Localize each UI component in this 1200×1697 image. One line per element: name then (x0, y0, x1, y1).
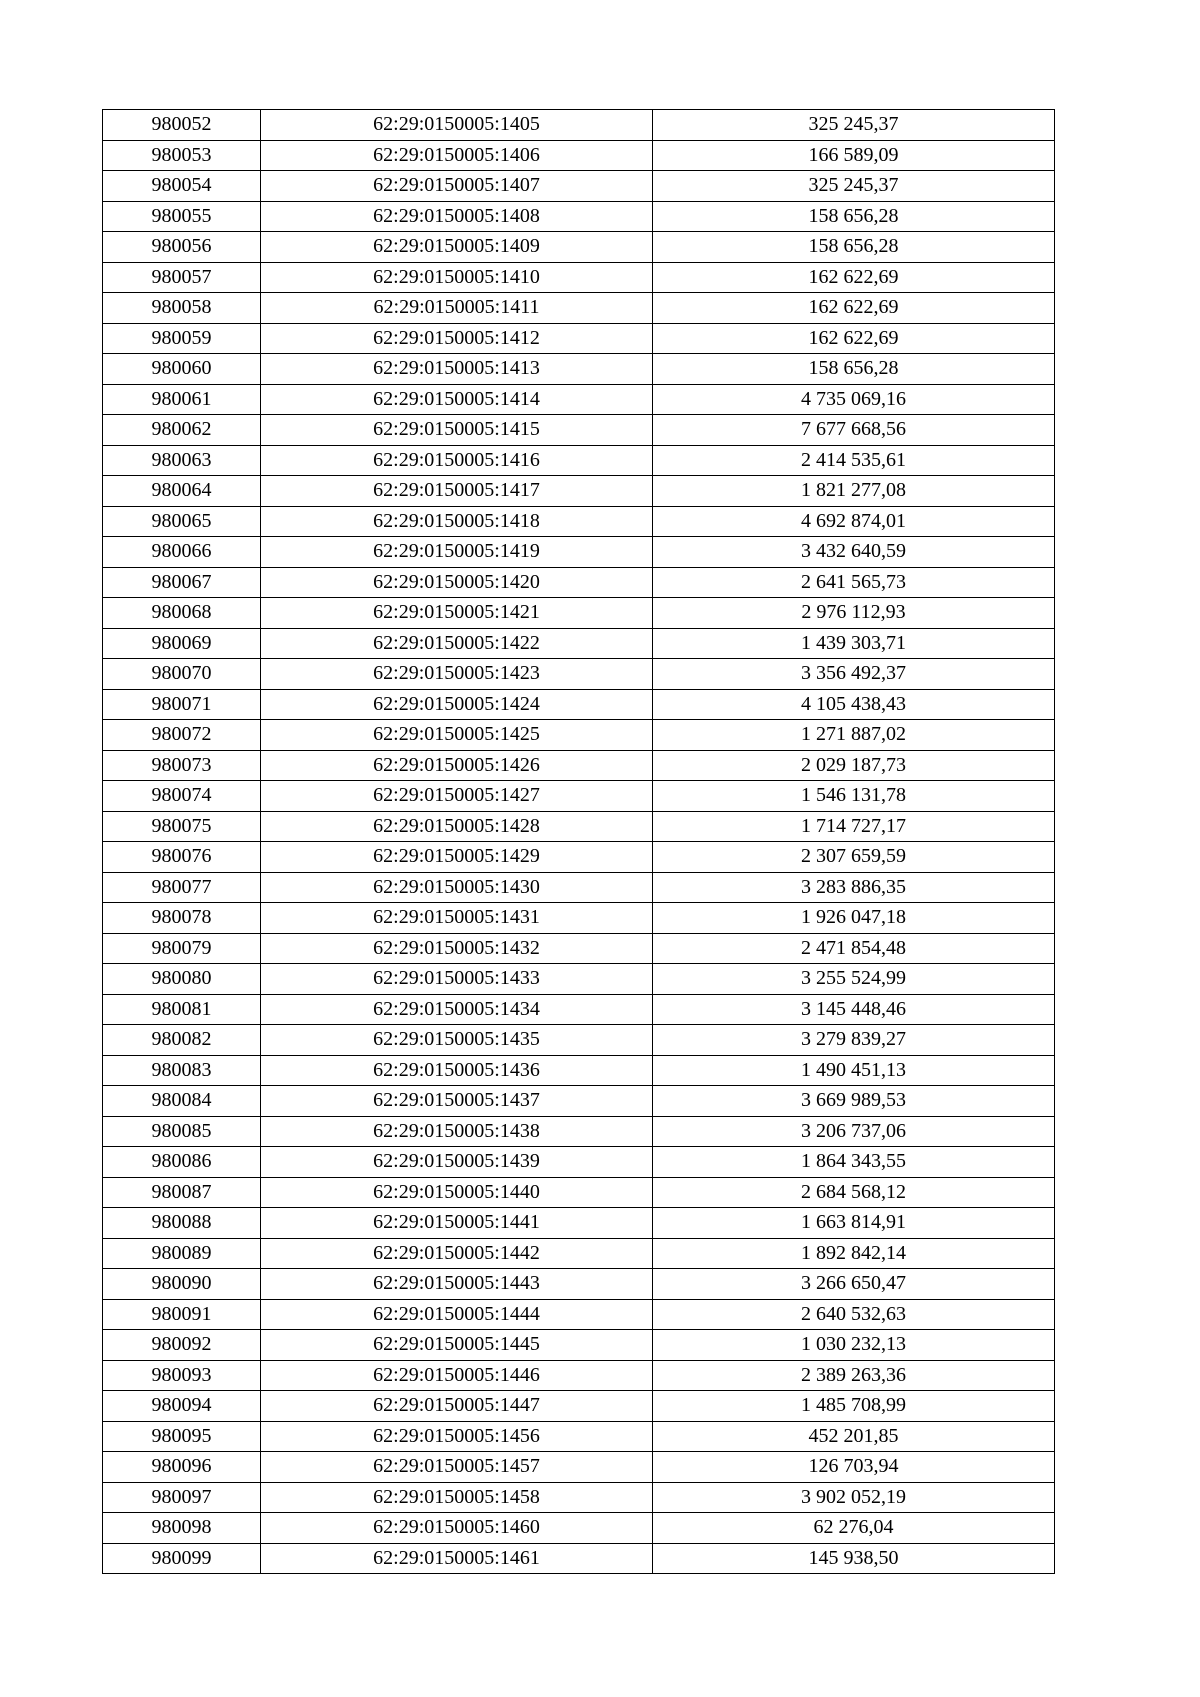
cadastral-value-cell: 3 432 640,59 (653, 537, 1055, 568)
cadastral-value-cell: 3 669 989,53 (653, 1086, 1055, 1117)
cadastral-value-cell: 1 485 708,99 (653, 1391, 1055, 1422)
cadastral-value-cell: 166 589,09 (653, 140, 1055, 171)
cadastral-number-cell: 62:29:0150005:1456 (261, 1421, 653, 1452)
cadastral-value-cell: 2 640 532,63 (653, 1299, 1055, 1330)
cadastral-value-cell: 4 735 069,16 (653, 384, 1055, 415)
cadastral-number-cell: 62:29:0150005:1428 (261, 811, 653, 842)
cadastral-number-cell: 62:29:0150005:1414 (261, 384, 653, 415)
cadastral-value-cell: 2 307 659,59 (653, 842, 1055, 873)
row-number-cell: 980056 (103, 232, 261, 263)
cadastral-value-cell: 3 356 492,37 (653, 659, 1055, 690)
cadastral-value-cell: 1 030 232,13 (653, 1330, 1055, 1361)
table-row (103, 323, 1055, 354)
cadastral-value-cell: 1 926 047,18 (653, 903, 1055, 934)
row-number-cell: 980060 (103, 354, 261, 385)
cadastral-value-cell: 7 677 668,56 (653, 415, 1055, 446)
cadastral-value-cell: 162 622,69 (653, 293, 1055, 324)
cadastral-number-cell: 62:29:0150005:1408 (261, 201, 653, 232)
row-number-cell: 980069 (103, 628, 261, 659)
cadastral-value-cell: 325 245,37 (653, 171, 1055, 202)
cadastral-number-cell: 62:29:0150005:1410 (261, 262, 653, 293)
cadastral-number-cell: 62:29:0150005:1423 (261, 659, 653, 690)
row-number-cell: 980065 (103, 506, 261, 537)
cadastral-number-cell: 62:29:0150005:1431 (261, 903, 653, 934)
table-row (103, 1086, 1055, 1117)
row-number-cell: 980063 (103, 445, 261, 476)
table-row (103, 1269, 1055, 1300)
row-number-cell: 980084 (103, 1086, 261, 1117)
row-number-cell: 980094 (103, 1391, 261, 1422)
cadastral-value-cell: 3 145 448,46 (653, 994, 1055, 1025)
row-number-cell: 980075 (103, 811, 261, 842)
cadastral-value-cell: 2 029 187,73 (653, 750, 1055, 781)
row-number-cell: 980071 (103, 689, 261, 720)
table-row (103, 232, 1055, 263)
cadastral-value-cell: 1 271 887,02 (653, 720, 1055, 751)
cadastral-number-cell: 62:29:0150005:1434 (261, 994, 653, 1025)
cadastral-value-cell: 158 656,28 (653, 201, 1055, 232)
row-number-cell: 980058 (103, 293, 261, 324)
cadastral-value-cell: 1 439 303,71 (653, 628, 1055, 659)
table-row (103, 1421, 1055, 1452)
row-number-cell: 980089 (103, 1238, 261, 1269)
row-number-cell: 980059 (103, 323, 261, 354)
cadastral-number-cell: 62:29:0150005:1444 (261, 1299, 653, 1330)
row-number-cell: 980099 (103, 1543, 261, 1574)
cadastral-number-cell: 62:29:0150005:1460 (261, 1513, 653, 1544)
row-number-cell: 980090 (103, 1269, 261, 1300)
row-number-cell: 980053 (103, 140, 261, 171)
cadastral-value-cell: 2 684 568,12 (653, 1177, 1055, 1208)
cadastral-number-cell: 62:29:0150005:1447 (261, 1391, 653, 1422)
row-number-cell: 980062 (103, 415, 261, 446)
table-row (103, 750, 1055, 781)
cadastral-number-cell: 62:29:0150005:1426 (261, 750, 653, 781)
table-row (103, 994, 1055, 1025)
cadastral-value-cell: 158 656,28 (653, 232, 1055, 263)
row-number-cell: 980068 (103, 598, 261, 629)
row-number-cell: 980061 (103, 384, 261, 415)
cadastral-number-cell: 62:29:0150005:1422 (261, 628, 653, 659)
table-row (103, 933, 1055, 964)
cadastral-number-cell: 62:29:0150005:1438 (261, 1116, 653, 1147)
row-number-cell: 980079 (103, 933, 261, 964)
cadastral-value-cell: 1 892 842,14 (653, 1238, 1055, 1269)
table-row (103, 567, 1055, 598)
row-number-cell: 980072 (103, 720, 261, 751)
table-row (103, 415, 1055, 446)
cadastral-number-cell: 62:29:0150005:1407 (261, 171, 653, 202)
cadastral-value-cell: 3 255 524,99 (653, 964, 1055, 995)
cadastral-number-cell: 62:29:0150005:1418 (261, 506, 653, 537)
cadastral-value-cell: 1 714 727,17 (653, 811, 1055, 842)
table-body (103, 110, 1055, 1574)
table-row (103, 262, 1055, 293)
table-row (103, 811, 1055, 842)
table-row (103, 1238, 1055, 1269)
row-number-cell: 980077 (103, 872, 261, 903)
row-number-cell: 980083 (103, 1055, 261, 1086)
cadastral-value-cell: 62 276,04 (653, 1513, 1055, 1544)
cadastral-value-cell: 1 663 814,91 (653, 1208, 1055, 1239)
cadastral-number-cell: 62:29:0150005:1417 (261, 476, 653, 507)
row-number-cell: 980064 (103, 476, 261, 507)
row-number-cell: 980082 (103, 1025, 261, 1056)
table-row (103, 506, 1055, 537)
cadastral-value-table (102, 109, 1055, 1574)
cadastral-number-cell: 62:29:0150005:1436 (261, 1055, 653, 1086)
row-number-cell: 980095 (103, 1421, 261, 1452)
row-number-cell: 980073 (103, 750, 261, 781)
row-number-cell: 980091 (103, 1299, 261, 1330)
cadastral-number-cell: 62:29:0150005:1432 (261, 933, 653, 964)
cadastral-number-cell: 62:29:0150005:1439 (261, 1147, 653, 1178)
cadastral-number-cell: 62:29:0150005:1457 (261, 1452, 653, 1483)
cadastral-value-cell: 1 490 451,13 (653, 1055, 1055, 1086)
cadastral-number-cell: 62:29:0150005:1409 (261, 232, 653, 263)
table-row (103, 872, 1055, 903)
cadastral-number-cell: 62:29:0150005:1424 (261, 689, 653, 720)
row-number-cell: 980054 (103, 171, 261, 202)
cadastral-value-cell: 325 245,37 (653, 110, 1055, 141)
cadastral-number-cell: 62:29:0150005:1420 (261, 567, 653, 598)
table-row (103, 1482, 1055, 1513)
cadastral-value-cell: 2 414 535,61 (653, 445, 1055, 476)
cadastral-number-cell: 62:29:0150005:1415 (261, 415, 653, 446)
table-row (103, 1177, 1055, 1208)
table-row (103, 110, 1055, 141)
cadastral-number-cell: 62:29:0150005:1405 (261, 110, 653, 141)
table-row (103, 1025, 1055, 1056)
row-number-cell: 980081 (103, 994, 261, 1025)
row-number-cell: 980086 (103, 1147, 261, 1178)
cadastral-value-cell: 3 266 650,47 (653, 1269, 1055, 1300)
cadastral-number-cell: 62:29:0150005:1458 (261, 1482, 653, 1513)
cadastral-number-cell: 62:29:0150005:1425 (261, 720, 653, 751)
row-number-cell: 980067 (103, 567, 261, 598)
table-row (103, 293, 1055, 324)
table-row (103, 903, 1055, 934)
cadastral-number-cell: 62:29:0150005:1445 (261, 1330, 653, 1361)
cadastral-value-cell: 4 105 438,43 (653, 689, 1055, 720)
table-row (103, 1299, 1055, 1330)
row-number-cell: 980076 (103, 842, 261, 873)
cadastral-number-cell: 62:29:0150005:1416 (261, 445, 653, 476)
cadastral-number-cell: 62:29:0150005:1413 (261, 354, 653, 385)
table-row (103, 1543, 1055, 1574)
cadastral-value-cell: 3 902 052,19 (653, 1482, 1055, 1513)
cadastral-value-cell: 4 692 874,01 (653, 506, 1055, 537)
cadastral-number-cell: 62:29:0150005:1406 (261, 140, 653, 171)
table-row (103, 1360, 1055, 1391)
row-number-cell: 980093 (103, 1360, 261, 1391)
cadastral-value-cell: 1 821 277,08 (653, 476, 1055, 507)
cadastral-number-cell: 62:29:0150005:1433 (261, 964, 653, 995)
cadastral-value-cell: 126 703,94 (653, 1452, 1055, 1483)
cadastral-number-cell: 62:29:0150005:1446 (261, 1360, 653, 1391)
table-row (103, 842, 1055, 873)
row-number-cell: 980087 (103, 1177, 261, 1208)
cadastral-value-cell: 162 622,69 (653, 323, 1055, 354)
cadastral-number-cell: 62:29:0150005:1437 (261, 1086, 653, 1117)
row-number-cell: 980066 (103, 537, 261, 568)
cadastral-number-cell: 62:29:0150005:1429 (261, 842, 653, 873)
table-row (103, 1147, 1055, 1178)
table-row (103, 964, 1055, 995)
cadastral-value-cell: 2 976 112,93 (653, 598, 1055, 629)
table-row (103, 1513, 1055, 1544)
table-row (103, 201, 1055, 232)
table-row (103, 598, 1055, 629)
cadastral-number-cell: 62:29:0150005:1430 (261, 872, 653, 903)
table-row (103, 476, 1055, 507)
cadastral-value-cell: 3 206 737,06 (653, 1116, 1055, 1147)
table-row (103, 1391, 1055, 1422)
cadastral-value-cell: 2 641 565,73 (653, 567, 1055, 598)
cadastral-value-cell: 1 864 343,55 (653, 1147, 1055, 1178)
cadastral-value-cell: 3 279 839,27 (653, 1025, 1055, 1056)
table-row (103, 659, 1055, 690)
table-row (103, 537, 1055, 568)
row-number-cell: 980080 (103, 964, 261, 995)
table-row (103, 171, 1055, 202)
cadastral-value-cell: 2 471 854,48 (653, 933, 1055, 964)
row-number-cell: 980098 (103, 1513, 261, 1544)
table-row (103, 1330, 1055, 1361)
cadastral-value-cell: 145 938,50 (653, 1543, 1055, 1574)
row-number-cell: 980052 (103, 110, 261, 141)
cadastral-number-cell: 62:29:0150005:1443 (261, 1269, 653, 1300)
row-number-cell: 980088 (103, 1208, 261, 1239)
cadastral-number-cell: 62:29:0150005:1419 (261, 537, 653, 568)
table-row (103, 628, 1055, 659)
table-row (103, 781, 1055, 812)
cadastral-number-cell: 62:29:0150005:1411 (261, 293, 653, 324)
row-number-cell: 980057 (103, 262, 261, 293)
table-row (103, 1116, 1055, 1147)
table-row (103, 1452, 1055, 1483)
table-row (103, 720, 1055, 751)
cadastral-value-cell: 452 201,85 (653, 1421, 1055, 1452)
cadastral-number-cell: 62:29:0150005:1421 (261, 598, 653, 629)
table-row (103, 1208, 1055, 1239)
table-row (103, 354, 1055, 385)
row-number-cell: 980085 (103, 1116, 261, 1147)
row-number-cell: 980078 (103, 903, 261, 934)
row-number-cell: 980070 (103, 659, 261, 690)
cadastral-value-cell: 1 546 131,78 (653, 781, 1055, 812)
cadastral-value-cell: 158 656,28 (653, 354, 1055, 385)
cadastral-value-cell: 162 622,69 (653, 262, 1055, 293)
table-row (103, 689, 1055, 720)
row-number-cell: 980074 (103, 781, 261, 812)
cadastral-number-cell: 62:29:0150005:1461 (261, 1543, 653, 1574)
cadastral-value-cell: 3 283 886,35 (653, 872, 1055, 903)
row-number-cell: 980097 (103, 1482, 261, 1513)
row-number-cell: 980092 (103, 1330, 261, 1361)
cadastral-number-cell: 62:29:0150005:1427 (261, 781, 653, 812)
cadastral-number-cell: 62:29:0150005:1435 (261, 1025, 653, 1056)
table-row (103, 140, 1055, 171)
table-row (103, 1055, 1055, 1086)
row-number-cell: 980055 (103, 201, 261, 232)
cadastral-number-cell: 62:29:0150005:1441 (261, 1208, 653, 1239)
table-row (103, 445, 1055, 476)
cadastral-number-cell: 62:29:0150005:1440 (261, 1177, 653, 1208)
cadastral-value-cell: 2 389 263,36 (653, 1360, 1055, 1391)
cadastral-number-cell: 62:29:0150005:1412 (261, 323, 653, 354)
row-number-cell: 980096 (103, 1452, 261, 1483)
table-row (103, 384, 1055, 415)
cadastral-number-cell: 62:29:0150005:1442 (261, 1238, 653, 1269)
